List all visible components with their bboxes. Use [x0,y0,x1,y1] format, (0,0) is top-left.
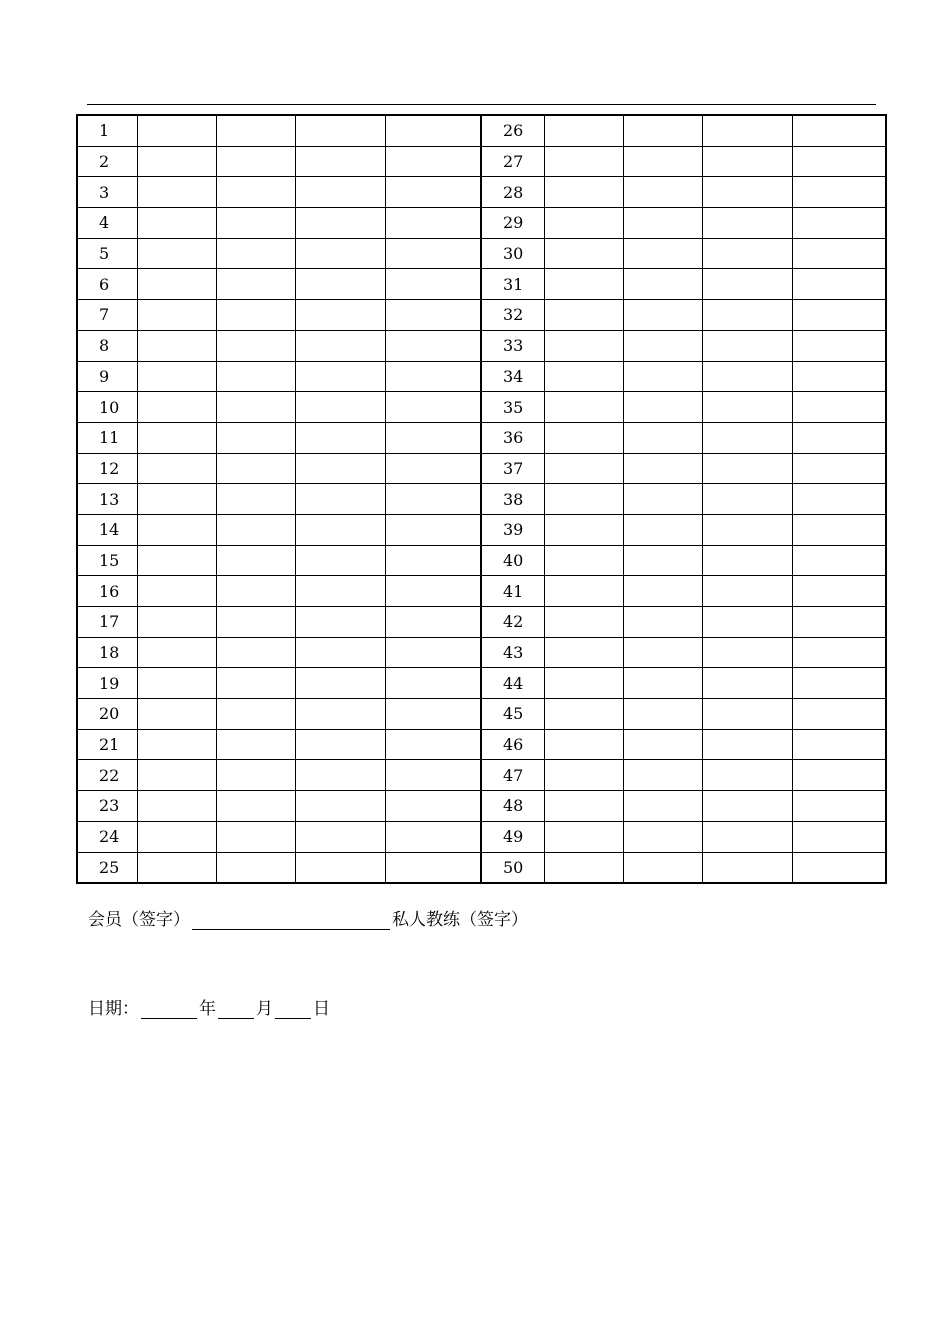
header-rule [87,104,876,105]
entry-cell[interactable] [216,821,295,852]
table-row [77,453,886,484]
entry-cell[interactable] [137,330,216,361]
entry-cell[interactable] [216,146,295,177]
session-number: 20 [77,699,137,730]
session-number: 23 [77,791,137,822]
entry-cell[interactable] [385,484,481,515]
entry-cell[interactable] [295,146,385,177]
entry-cell[interactable] [544,361,623,392]
entry-cell[interactable] [385,576,481,607]
entry-cell[interactable] [137,484,216,515]
entry-cell[interactable] [216,791,295,822]
entry-cell[interactable] [702,300,792,331]
entry-cell[interactable] [295,607,385,638]
entry-cell[interactable] [295,699,385,730]
entry-cell[interactable] [702,699,792,730]
entry-cell[interactable] [295,514,385,545]
entry-cell[interactable] [385,208,481,239]
entry-cell[interactable] [544,699,623,730]
table-row [77,422,886,453]
entry-cell[interactable] [623,208,702,239]
session-number: 12 [77,453,137,484]
entry-cell[interactable] [385,453,481,484]
entry-cell[interactable] [295,668,385,699]
entry-cell[interactable] [623,729,702,760]
entry-cell[interactable] [623,668,702,699]
session-number: 14 [77,514,137,545]
entry-cell[interactable] [544,392,623,423]
entry-cell[interactable] [137,177,216,208]
signature-line [88,905,528,930]
entry-cell[interactable] [702,729,792,760]
table-row [77,146,886,177]
entry-cell[interactable] [137,821,216,852]
entry-cell[interactable] [792,514,886,545]
entry-cell[interactable] [792,760,886,791]
entry-cell[interactable] [792,852,886,883]
session-number: 47 [481,760,544,791]
entry-cell[interactable] [295,545,385,576]
entry-cell[interactable] [544,115,623,146]
session-number: 29 [481,208,544,239]
entry-cell[interactable] [216,208,295,239]
entry-cell[interactable] [623,238,702,269]
entry-cell[interactable] [702,791,792,822]
entry-cell[interactable] [702,821,792,852]
entry-cell[interactable] [792,484,886,515]
session-number: 49 [481,821,544,852]
session-number: 43 [481,637,544,668]
entry-cell[interactable] [702,177,792,208]
entry-cell[interactable] [385,361,481,392]
entry-cell[interactable] [792,392,886,423]
entry-cell[interactable] [385,146,481,177]
session-number: 5 [77,238,137,269]
entry-cell[interactable] [216,269,295,300]
entry-cell[interactable] [792,699,886,730]
trainer-signature-label: 私人教练（签字） [392,910,528,930]
day-label: 日 [313,999,330,1019]
entry-cell[interactable] [544,146,623,177]
date-line [88,994,330,1019]
entry-cell[interactable] [623,361,702,392]
entry-cell[interactable] [544,791,623,822]
table-row [77,760,886,791]
entry-cell[interactable] [216,392,295,423]
entry-cell[interactable] [216,760,295,791]
entry-cell[interactable] [623,699,702,730]
entry-cell[interactable] [792,300,886,331]
table-row [77,115,886,146]
entry-cell[interactable] [623,607,702,638]
entry-cell[interactable] [792,453,886,484]
entry-cell[interactable] [385,238,481,269]
entry-cell[interactable] [702,484,792,515]
session-number: 41 [481,576,544,607]
session-number: 45 [481,699,544,730]
entry-cell[interactable] [216,361,295,392]
entry-cell[interactable] [137,238,216,269]
entry-cell[interactable] [385,729,481,760]
entry-cell[interactable] [295,177,385,208]
entry-cell[interactable] [623,791,702,822]
entry-cell[interactable] [385,300,481,331]
entry-cell[interactable] [544,177,623,208]
entry-cell[interactable] [137,453,216,484]
entry-cell[interactable] [385,545,481,576]
entry-cell[interactable] [216,514,295,545]
entry-cell[interactable] [137,269,216,300]
session-number: 34 [481,361,544,392]
entry-cell[interactable] [544,514,623,545]
entry-cell[interactable] [792,238,886,269]
session-number: 38 [481,484,544,515]
entry-cell[interactable] [792,361,886,392]
entry-cell[interactable] [623,146,702,177]
session-log-body [77,115,886,883]
entry-cell[interactable] [137,208,216,239]
entry-cell[interactable] [623,514,702,545]
table-row [77,514,886,545]
table-row [77,484,886,515]
entry-cell[interactable] [137,699,216,730]
entry-cell[interactable] [137,545,216,576]
entry-cell[interactable] [544,208,623,239]
entry-cell[interactable] [792,637,886,668]
table-row [77,238,886,269]
entry-cell[interactable] [216,576,295,607]
entry-cell[interactable] [137,607,216,638]
session-number: 18 [77,637,137,668]
table-row [77,576,886,607]
entry-cell[interactable] [623,821,702,852]
entry-cell[interactable] [385,637,481,668]
entry-cell[interactable] [137,729,216,760]
entry-cell[interactable] [216,453,295,484]
entry-cell[interactable] [544,607,623,638]
month-field[interactable] [218,998,254,1019]
entry-cell[interactable] [385,269,481,300]
entry-cell[interactable] [792,208,886,239]
session-log-table [76,114,887,884]
entry-cell[interactable] [623,422,702,453]
session-number: 32 [481,300,544,331]
table-row [77,269,886,300]
entry-cell[interactable] [295,729,385,760]
entry-cell[interactable] [792,330,886,361]
entry-cell[interactable] [702,852,792,883]
entry-cell[interactable] [792,269,886,300]
entry-cell[interactable] [137,422,216,453]
table-row [77,699,886,730]
entry-cell[interactable] [702,361,792,392]
entry-cell[interactable] [137,361,216,392]
entry-cell[interactable] [216,238,295,269]
table-row [77,545,886,576]
entry-cell[interactable] [137,392,216,423]
table-row [77,668,886,699]
session-number: 4 [77,208,137,239]
entry-cell[interactable] [544,269,623,300]
table-row [77,300,886,331]
entry-cell[interactable] [295,238,385,269]
session-number: 36 [481,422,544,453]
entry-cell[interactable] [216,300,295,331]
entry-cell[interactable] [137,791,216,822]
session-number: 11 [77,422,137,453]
entry-cell[interactable] [792,668,886,699]
entry-cell[interactable] [792,821,886,852]
entry-cell[interactable] [137,115,216,146]
session-number: 50 [481,852,544,883]
session-number: 6 [77,269,137,300]
entry-cell[interactable] [137,668,216,699]
table-row [77,852,886,883]
session-number: 37 [481,453,544,484]
entry-cell[interactable] [702,576,792,607]
entry-cell[interactable] [385,668,481,699]
entry-cell[interactable] [216,637,295,668]
table-row [77,607,886,638]
session-number: 7 [77,300,137,331]
entry-cell[interactable] [623,330,702,361]
table-row [77,177,886,208]
entry-cell[interactable] [295,821,385,852]
entry-cell[interactable] [295,115,385,146]
entry-cell[interactable] [702,453,792,484]
year-field[interactable] [141,998,197,1019]
session-number: 2 [77,146,137,177]
entry-cell[interactable] [792,791,886,822]
entry-cell[interactable] [295,422,385,453]
entry-cell[interactable] [216,729,295,760]
entry-cell[interactable] [385,821,481,852]
date-label: 日期： [88,999,139,1019]
entry-cell[interactable] [702,514,792,545]
table-row [77,208,886,239]
entry-cell[interactable] [385,392,481,423]
entry-cell[interactable] [792,729,886,760]
entry-cell[interactable] [385,422,481,453]
entry-cell[interactable] [544,821,623,852]
session-number: 13 [77,484,137,515]
entry-cell[interactable] [216,484,295,515]
entry-cell[interactable] [137,146,216,177]
entry-cell[interactable] [385,852,481,883]
session-number: 25 [77,852,137,883]
entry-cell[interactable] [702,238,792,269]
entry-cell[interactable] [544,668,623,699]
session-number: 17 [77,607,137,638]
entry-cell[interactable] [792,607,886,638]
entry-cell[interactable] [385,791,481,822]
entry-cell[interactable] [385,177,481,208]
session-number: 1 [77,115,137,146]
entry-cell[interactable] [544,852,623,883]
entry-cell[interactable] [544,484,623,515]
table-row [77,392,886,423]
table-row [77,791,886,822]
table-row [77,821,886,852]
entry-cell[interactable] [623,300,702,331]
entry-cell[interactable] [216,607,295,638]
entry-cell[interactable] [544,729,623,760]
session-number: 15 [77,545,137,576]
entry-cell[interactable] [544,760,623,791]
entry-cell[interactable] [623,392,702,423]
entry-cell[interactable] [295,300,385,331]
session-number: 44 [481,668,544,699]
entry-cell[interactable] [623,576,702,607]
session-number: 9 [77,361,137,392]
entry-cell[interactable] [295,269,385,300]
entry-cell[interactable] [623,545,702,576]
entry-cell[interactable] [702,760,792,791]
entry-cell[interactable] [702,208,792,239]
session-number: 42 [481,607,544,638]
entry-cell[interactable] [702,545,792,576]
entry-cell[interactable] [295,330,385,361]
entry-cell[interactable] [544,576,623,607]
entry-cell[interactable] [216,422,295,453]
entry-cell[interactable] [544,637,623,668]
entry-cell[interactable] [702,269,792,300]
member-signature-label: 会员（签字） [88,910,190,930]
session-number: 16 [77,576,137,607]
entry-cell[interactable] [216,668,295,699]
entry-cell[interactable] [623,269,702,300]
entry-cell[interactable] [702,146,792,177]
entry-cell[interactable] [702,422,792,453]
entry-cell[interactable] [792,422,886,453]
session-number: 8 [77,330,137,361]
entry-cell[interactable] [216,115,295,146]
entry-cell[interactable] [623,453,702,484]
entry-cell[interactable] [792,576,886,607]
entry-cell[interactable] [385,115,481,146]
entry-cell[interactable] [295,576,385,607]
session-number: 3 [77,177,137,208]
entry-cell[interactable] [792,545,886,576]
entry-cell[interactable] [295,484,385,515]
entry-cell[interactable] [295,637,385,668]
table-row [77,637,886,668]
entry-cell[interactable] [137,514,216,545]
entry-cell[interactable] [702,115,792,146]
entry-cell[interactable] [623,852,702,883]
entry-cell[interactable] [544,300,623,331]
entry-cell[interactable] [792,115,886,146]
session-number: 10 [77,392,137,423]
entry-cell[interactable] [295,760,385,791]
entry-cell[interactable] [623,115,702,146]
entry-cell[interactable] [792,146,886,177]
entry-cell[interactable] [544,238,623,269]
entry-cell[interactable] [702,330,792,361]
session-number: 39 [481,514,544,545]
entry-cell[interactable] [702,637,792,668]
entry-cell[interactable] [623,484,702,515]
entry-cell[interactable] [702,607,792,638]
session-number: 48 [481,791,544,822]
session-number: 35 [481,392,544,423]
month-label: 月 [256,999,273,1019]
entry-cell[interactable] [295,392,385,423]
table-row [77,361,886,392]
entry-cell[interactable] [792,177,886,208]
table-row [77,729,886,760]
session-number: 40 [481,545,544,576]
entry-cell[interactable] [295,208,385,239]
entry-cell[interactable] [295,791,385,822]
entry-cell[interactable] [216,699,295,730]
session-number: 31 [481,269,544,300]
entry-cell[interactable] [385,699,481,730]
entry-cell[interactable] [623,637,702,668]
entry-cell[interactable] [137,852,216,883]
entry-cell[interactable] [216,545,295,576]
session-number: 19 [77,668,137,699]
member-signature-field[interactable] [192,909,390,930]
session-number: 21 [77,729,137,760]
entry-cell[interactable] [544,330,623,361]
entry-cell[interactable] [544,545,623,576]
entry-cell[interactable] [295,453,385,484]
entry-cell[interactable] [295,361,385,392]
entry-cell[interactable] [623,760,702,791]
entry-cell[interactable] [137,576,216,607]
session-number: 28 [481,177,544,208]
session-number: 30 [481,238,544,269]
table-row [77,330,886,361]
entry-cell[interactable] [385,607,481,638]
entry-cell[interactable] [216,177,295,208]
entry-cell[interactable] [544,453,623,484]
entry-cell[interactable] [544,422,623,453]
day-field[interactable] [275,998,311,1019]
year-label: 年 [199,999,216,1019]
entry-cell[interactable] [295,852,385,883]
session-number: 27 [481,146,544,177]
entry-cell[interactable] [137,637,216,668]
session-number: 33 [481,330,544,361]
entry-cell[interactable] [385,760,481,791]
entry-cell[interactable] [702,392,792,423]
entry-cell[interactable] [623,177,702,208]
session-number: 46 [481,729,544,760]
session-number: 26 [481,115,544,146]
entry-cell[interactable] [385,514,481,545]
entry-cell[interactable] [216,330,295,361]
entry-cell[interactable] [137,760,216,791]
entry-cell[interactable] [216,852,295,883]
session-number: 24 [77,821,137,852]
entry-cell[interactable] [385,330,481,361]
entry-cell[interactable] [137,300,216,331]
entry-cell[interactable] [702,668,792,699]
session-number: 22 [77,760,137,791]
